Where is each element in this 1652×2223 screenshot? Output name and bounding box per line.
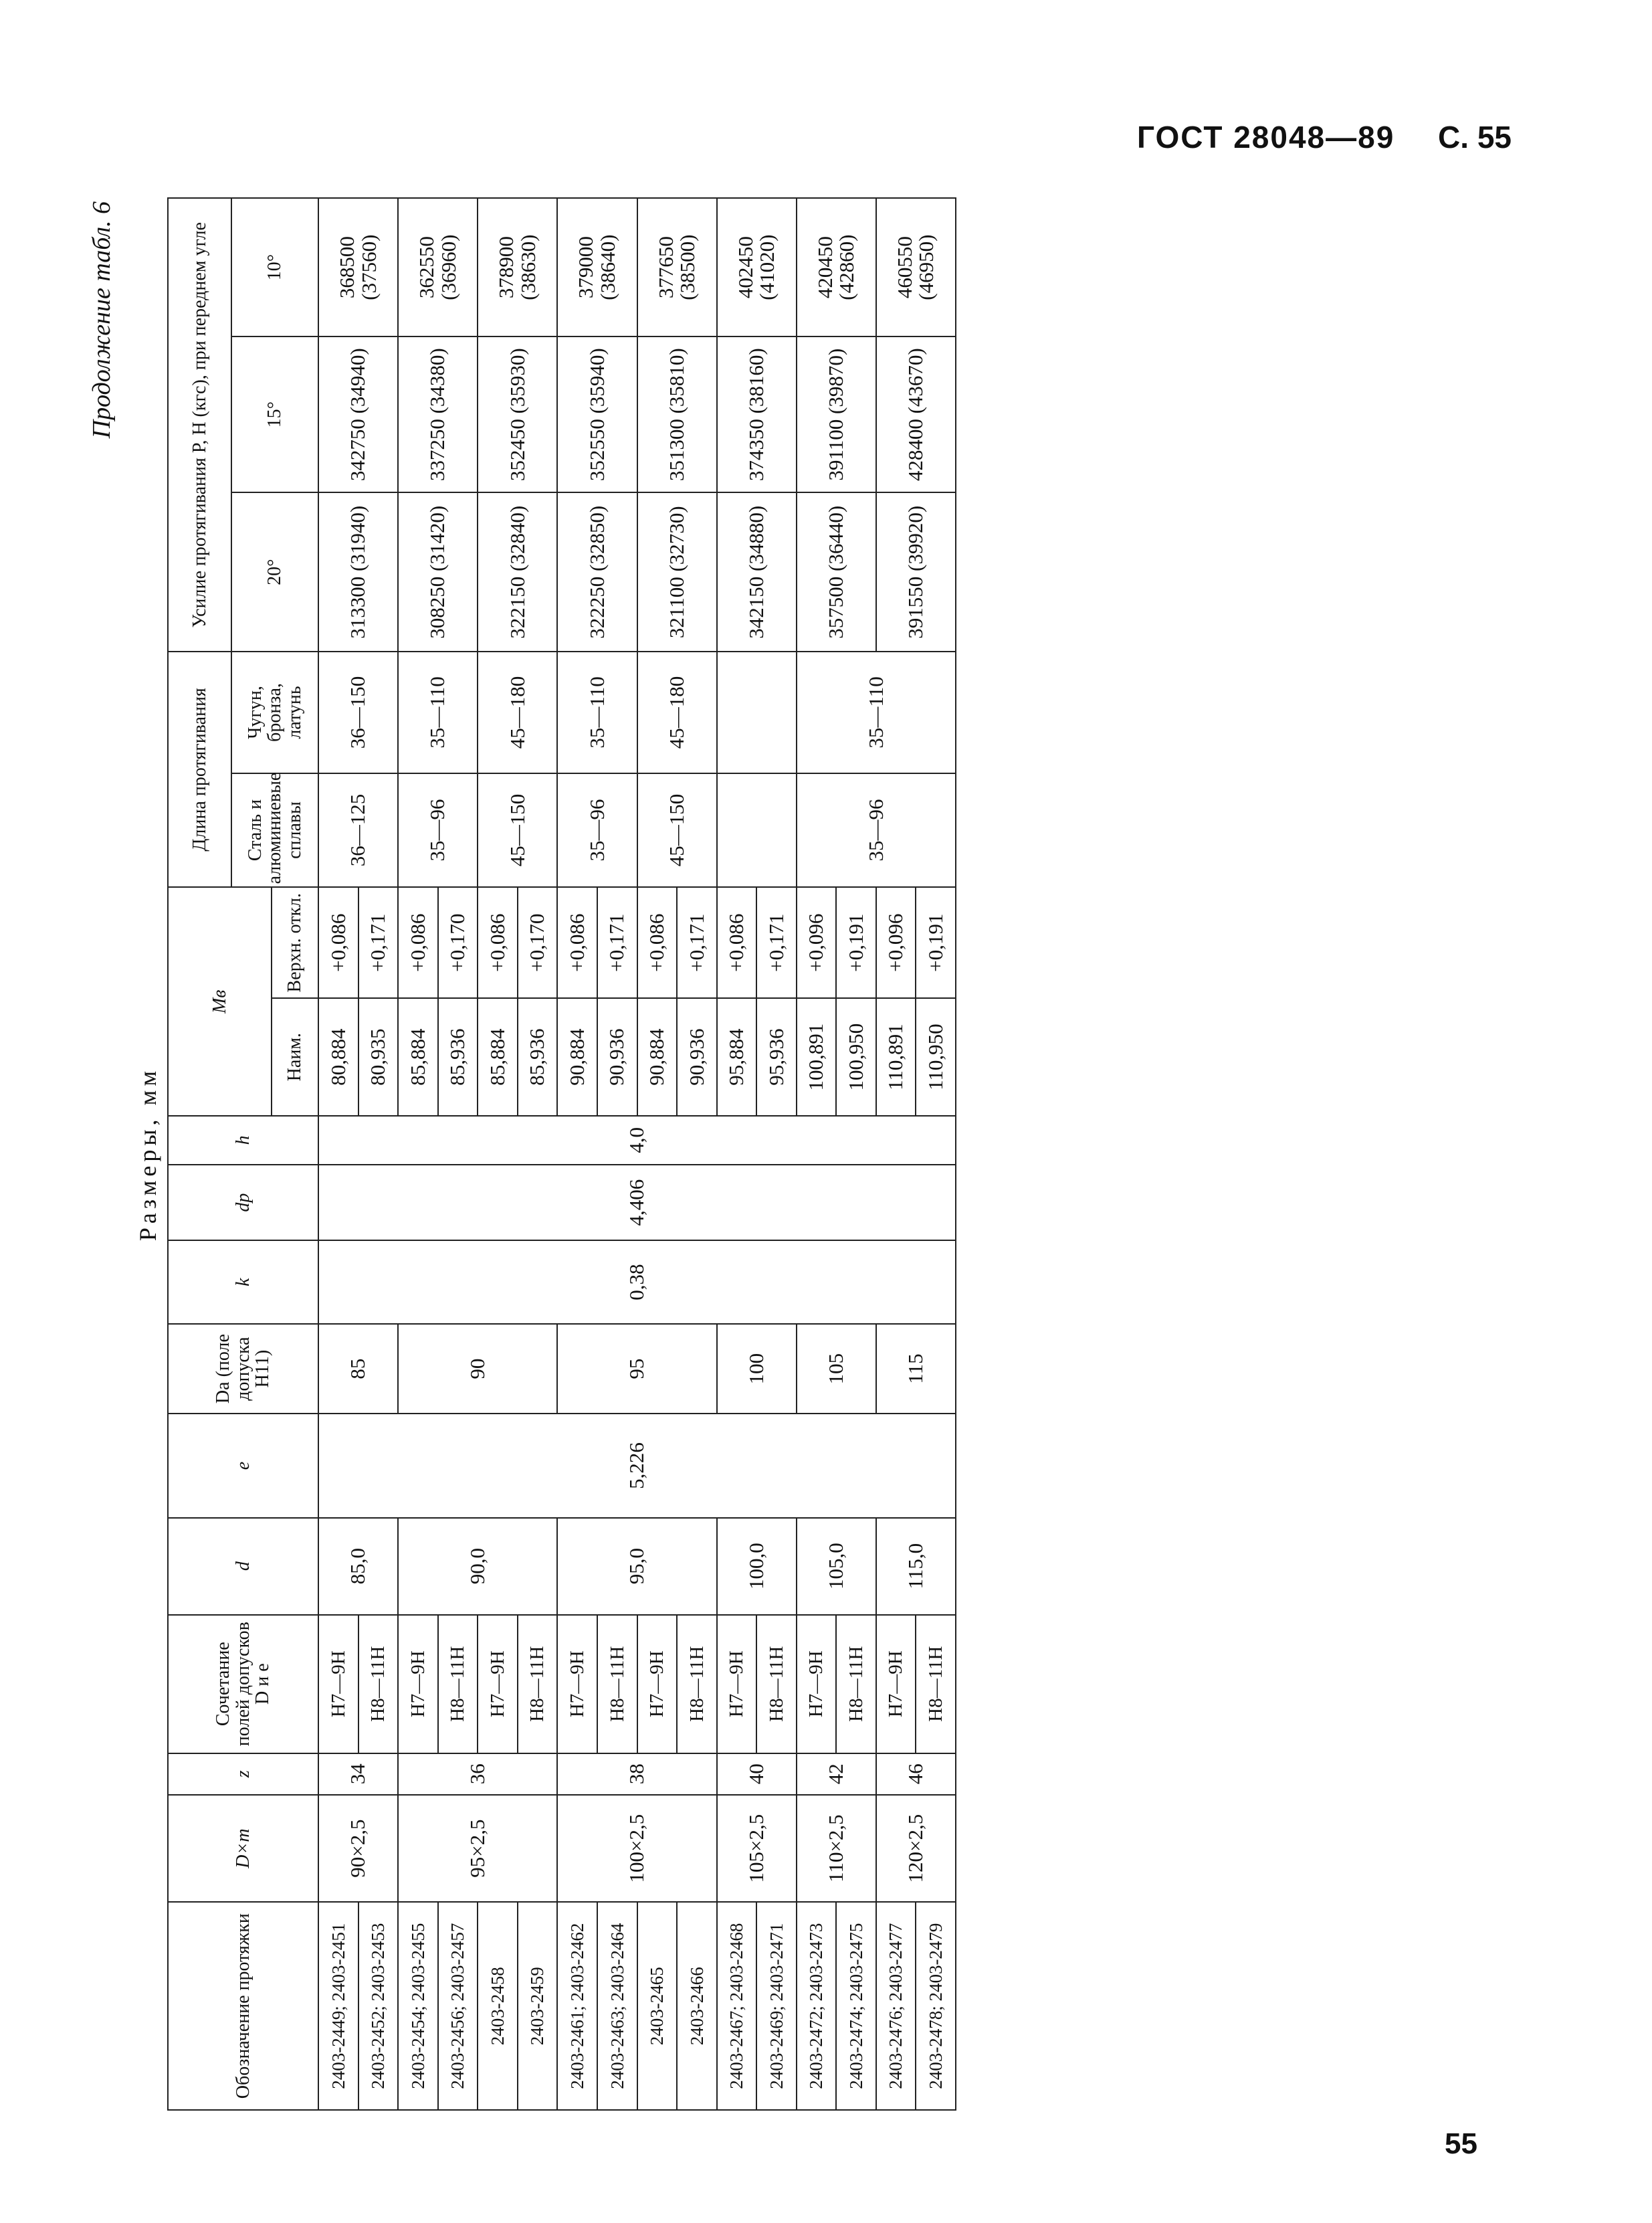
table-row: 2403-2478; 2403-2479 H8—11H 110,950 +0,191 [916,198,956,2110]
table-row: 2403-2476; 2403-2477 120×2,5 46 H7—9H 115,0 115 110,891 +0,096 391550 (39920) 428400 (43670) 460550 (46950) [876,198,916,2110]
col-len-iron: Чугун, бронза, латунь [231,652,318,773]
broach-table [167,197,956,2111]
common-dp: 4,406 [318,1165,956,1241]
col-d: d [168,1518,318,1615]
col-force: Усилие протягивания P, Н (кгс), при переднем угле [168,198,231,652]
col-angle-15: 15° [231,336,318,492]
col-mv-dev: Верхн. откл. [272,887,318,998]
table-row: 2403-2461; 2403-2462 100×2,5 38 H7—9H 95,0 95 90,884 +0,086 35—96 35—110 322250 (32850) 352550 (35940) 379000 (38640) [557,198,597,2110]
table-row: 2403-2463; 2403-2464 H8—11H 90,936 +0,171 [597,198,637,2110]
table-row: 2403-2469; 2403-2471 H8—11H 95,936 +0,171 [756,198,797,2110]
col-dxm: D×m [168,1795,318,1903]
table-caption: Продолжение табл. 6 [88,201,116,439]
col-e: e [168,1414,318,1517]
table-row: 2403-2474; 2403-2475 H8—11H 100,950 +0,191 [836,198,876,2110]
col-dp: dp [168,1165,318,1241]
common-h: 4,0 [318,1116,956,1164]
col-mv-nom: Наим. [272,998,318,1116]
col-angle-10: 10° [231,198,318,336]
common-e: 5,226 [318,1414,956,1517]
standard-number: ГОСТ 28048—89 [1137,120,1395,155]
table-row: 2403-2466 H8—11H 90,936 +0,171 [677,198,717,2110]
table-row: 2403-2452; 2403-2453 H8—11H 80,935 +0,171 [358,198,399,2110]
table-row: 2403-2449; 2403-2451 90×2,5 34 H7—9H 85,0 5,226 85 0,38 4,406 4,0 80,884 +0,086 36—125 36—150 313300 (31940) 342750 (34940) 368500 (37560) [318,198,358,2110]
col-da: Da (поле допуска H11) [168,1324,318,1414]
col-designation: Обозначение протяжки [168,1902,318,2110]
table-row: 2403-2459 H8—11H 85,936 +0,170 [518,198,558,2110]
col-mv: Mв [168,887,272,1116]
table-row: 2403-2465 H7—9H 90,884 +0,086 45—150 45—180 321100 (32730) 351300 (35810) 377650 (38500) [637,198,678,2110]
col-angle-20: 20° [231,492,318,652]
col-h: h [168,1116,318,1164]
col-k: k [168,1241,318,1324]
table-row: 2403-2467; 2403-2468 105×2,5 40 H7—9H 100,0 100 95,884 +0,086 342150 (34880) 374350 (38160) 402450 (41020) [717,198,757,2110]
sizes-title: Размеры, мм [134,1066,161,1242]
page-header [1137,119,1512,166]
col-tolerances: Сочетание полей допусков D и e [168,1615,318,1753]
common-k: 0,38 [318,1241,956,1324]
col-z: z [168,1753,318,1795]
page-reference: С. 55 [1438,120,1512,155]
rotated-table-block [80,197,970,2111]
col-length: Длина протягивания [168,652,231,887]
table-row: 2403-2472; 2403-2473 110×2,5 42 H7—9H 105,0 105 100,891 +0,096 35—96 35—110 357500 (36440) 391100 (39870) 420450 (42860) [797,198,837,2110]
page-number: 55 [1445,2127,1477,2160]
table-row: 2403-2458 H7—9H 85,884 +0,086 45—150 45—180 322150 (32840) 352450 (35930) 378900 (38630) [478,198,518,2110]
col-len-steel: Сталь и алюминиевые сплавы [231,773,318,888]
table-row: 2403-2454; 2403-2455 95×2,5 36 H7—9H 90,0 90 85,884 +0,086 35—96 35—110 308250 (31420) 337250 (34380) 362550 (36960) [398,198,438,2110]
table-row: 2403-2456; 2403-2457 H8—11H 85,936 +0,170 [438,198,478,2110]
